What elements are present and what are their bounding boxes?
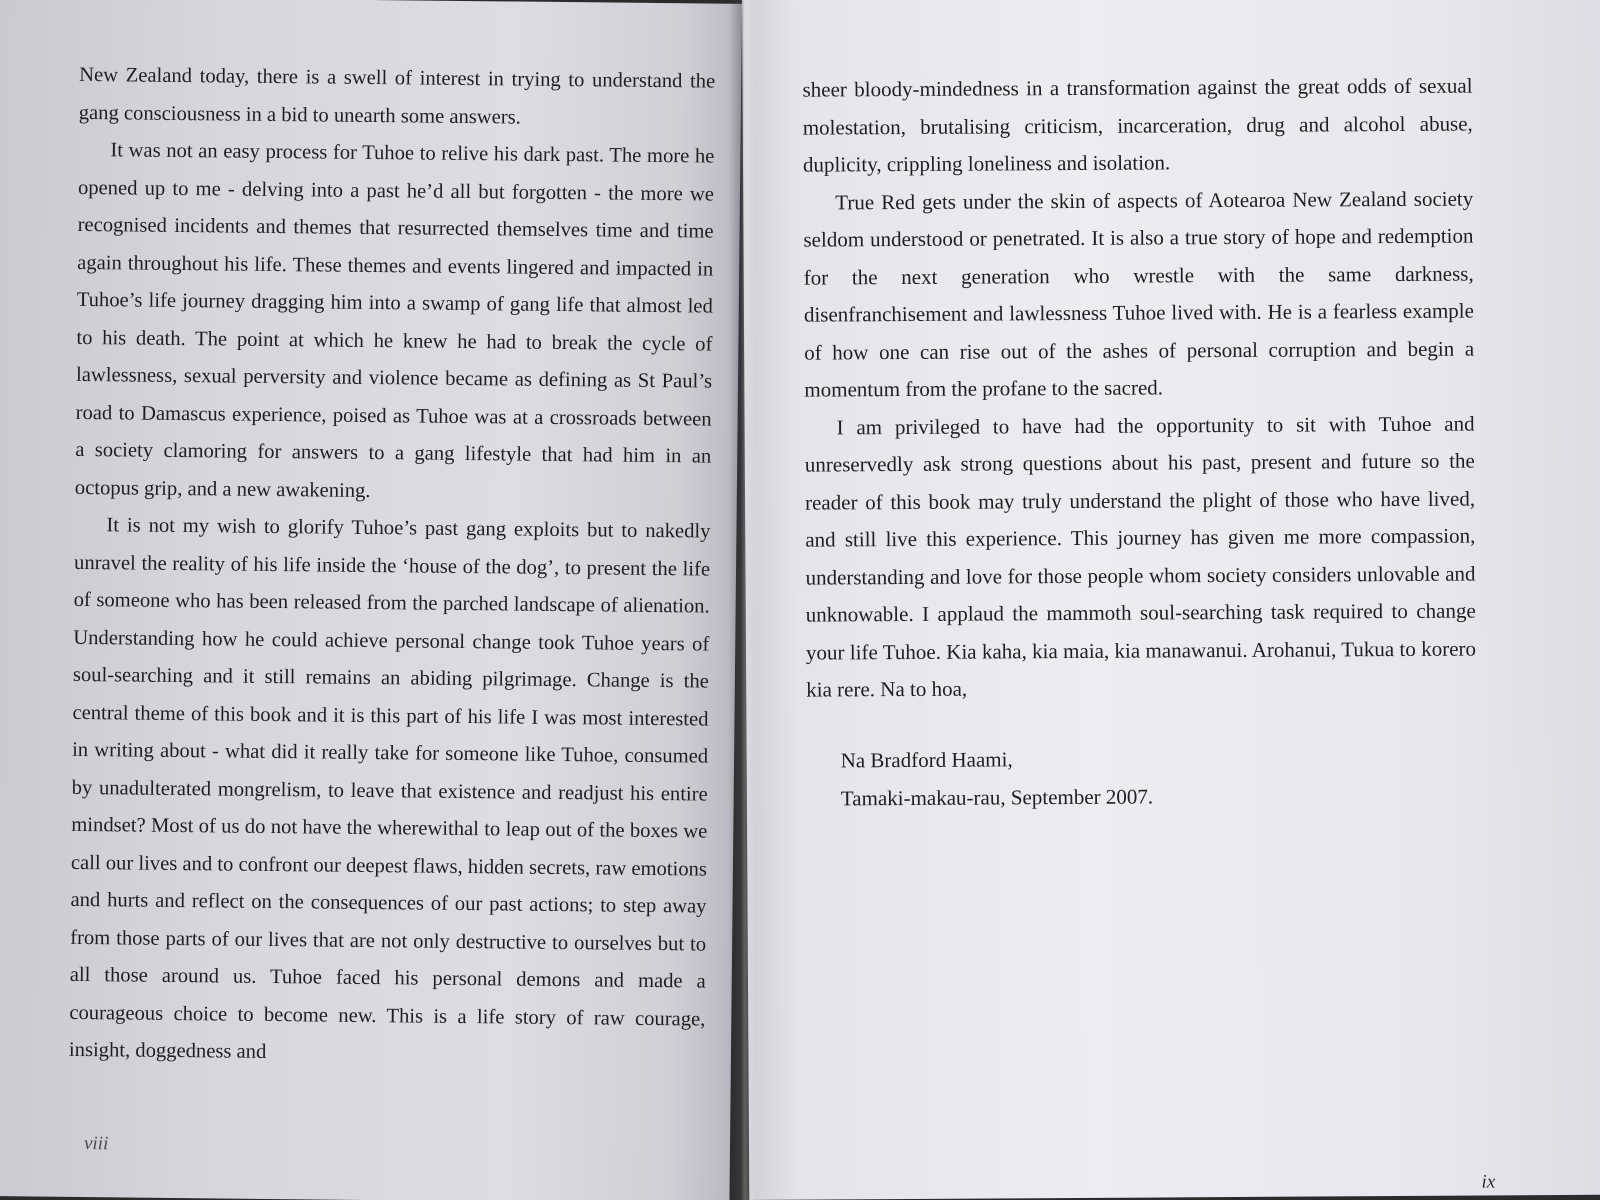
right-paragraph-1: sheer bloody-mindedness in a transformation against the great odds of sexual molestation, brutalising criticism, incarceration, drug and alcohol abuse, duplicity, crippling loneliness and isolation. (802, 73, 1473, 177)
right-paragraph-3: I am privileged to have had the opportunity to sit with Tuhoe and unreservedly ask strong questions about his past, present and future so the reader of this book may truly understand the plight of those who have lived, and still live this experience. This journey has given me more compassion, understanding and love for those people whom society considers unlovable and unknowable. I applaud the mammoth soul-searching task required to change your life Tuhoe. Kia kaha, kia maia, kia manawanui. Arohanui, Tukua to korero kia rere. Na to hoa, (804, 411, 1477, 702)
page-number-left: viii (83, 1133, 109, 1155)
left-paragraph-1: New Zealand today, there is a swell of interest in trying to understand the gang consciousness in a bid to unearth some answers. (78, 63, 716, 129)
left-page (0, 0, 742, 1200)
right-paragraph-2: True Red gets under the skin of aspects of Aotearoa New Zealand society seldom understood or penetrated. It is also a true story of hope and redemption for the next generation who wrestle with the same darkness, disenfranchisement and lawlessness Tuhoe lived with. He is a fearless example of how one can rise out of the ashes of personal corruption and begin a momentum from the profane to the sacred. (803, 186, 1475, 402)
page-number-right: ix (1481, 1171, 1496, 1193)
right-page (742, 0, 1600, 1200)
left-paragraph-3: It is not my wish to glorify Tuhoe’s past gang exploits but to nakedly unravel the reality of his life inside the ‘house of the dog’, to present the life of someone who has been released from the parched landscape of alienation. Understanding how he could achieve personal change took Tuhoe years of soul-searching and it still remains an abiding pilgrimage. Change is the central theme of this book and it is this part of his life I was most interested in writing about - what did it really take for someone like Tuhoe, consumed by unadulterated mongrelism, to leave that existence and readjust his entire mindset? Most of us do not have the wherewithal to leap out of the boxes we call our lives and to confront our deepest flaws, hidden secrets, raw emotions and hurts and reflect on the consequences of our past actions; to step away from those parts of our lives that are not only destructive to ourselves but to all those around us. Tuhoe faced his personal demons and made a courageous choice to become new. This is a life story of raw courage, insight, doggedness and (68, 514, 711, 1063)
signature-place-date: Tamaki-makau-rau, September 2007. (840, 784, 1154, 810)
signature-name: Na Bradford Haami, (840, 746, 1013, 772)
signature-block (807, 737, 1477, 817)
left-paragraph-2: It was not an easy process for Tuhoe to relive his dark past. The more he opened up to me - delving into a past he’d all but forgotten - the more we recognised incidents and themes that resurrected themselves time and time again throughout his life. These themes and events lingered and impacted in Tuhoe’s life journey dragging him into a swamp of gang life that almost led to his death. The point at which he knew he had to break the cycle of lawlessness, sexual perversity and violence became as defining as St Paul’s road to Damascus experience, poised as Tuhoe was at a crossroads between a society clamoring for answers to a gang lifestyle that had him in an octopus grip, and a new awakening. (74, 139, 715, 502)
